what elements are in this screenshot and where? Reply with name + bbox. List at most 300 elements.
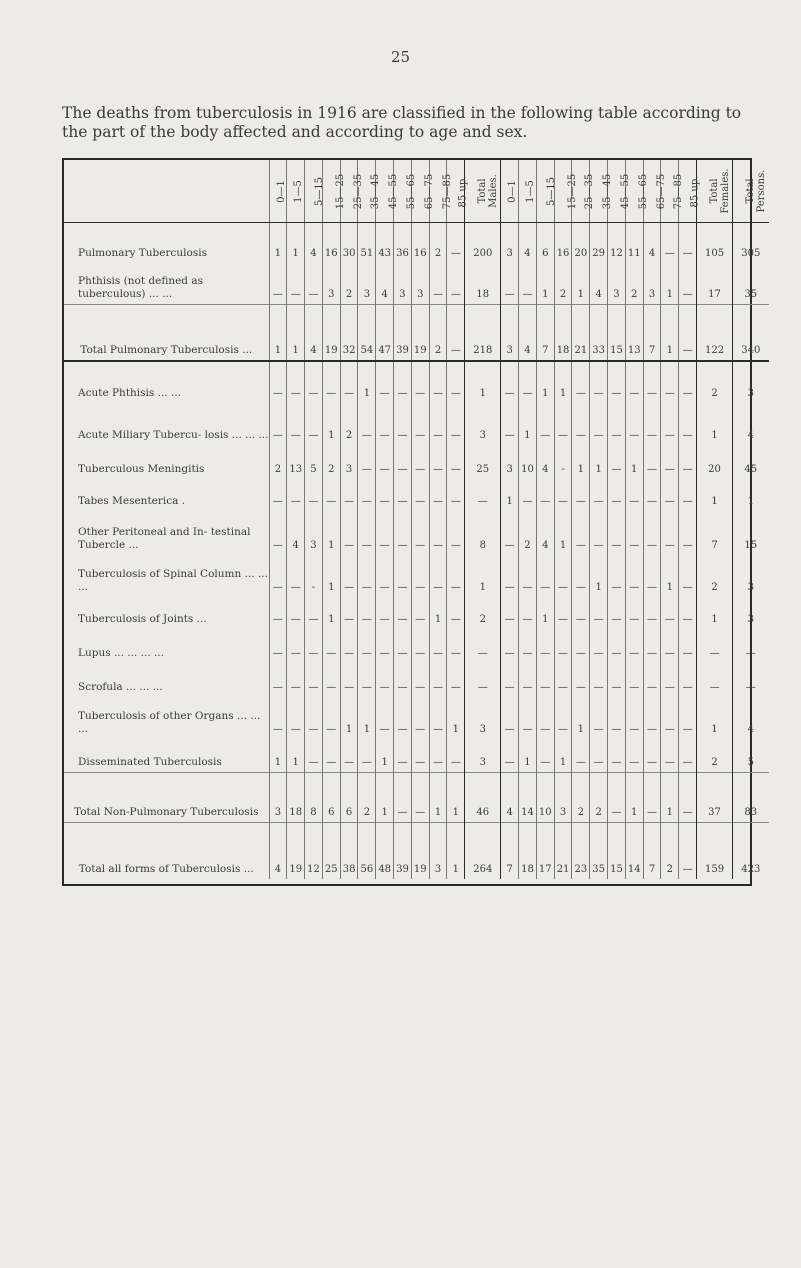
table-cell: 2 xyxy=(697,361,733,403)
table-row xyxy=(64,305,769,361)
table-cell: — xyxy=(679,403,697,445)
table-cell: 16 xyxy=(322,223,340,263)
table-cell: — xyxy=(679,663,697,697)
row-label: Phthisis (not defined as tuberculous) ... ... xyxy=(78,275,204,300)
table-cell: — xyxy=(394,773,412,823)
table-cell: — xyxy=(536,403,554,445)
row-label: Total Non-Pulmonary Tuberculosis xyxy=(64,773,269,823)
table-cell: — xyxy=(358,555,376,597)
table-cell: 3 xyxy=(733,555,769,597)
table-cell: — xyxy=(411,597,429,629)
table-cell: — xyxy=(643,555,661,597)
table-cell: — xyxy=(572,555,590,597)
table-cell: — xyxy=(590,629,608,663)
column-header xyxy=(697,160,733,223)
table-cell: — xyxy=(643,445,661,479)
table-row xyxy=(64,445,769,479)
table-cell: — xyxy=(519,597,537,629)
table-cell: — xyxy=(501,629,519,663)
table-cell: — xyxy=(411,739,429,773)
column-header-text: 15—25 xyxy=(566,173,578,209)
table-cell: 20 xyxy=(572,223,590,263)
table-cell: — xyxy=(287,479,305,511)
table-cell: 1 xyxy=(536,597,554,629)
table-cell: 3 xyxy=(305,511,323,555)
table-cell: 3 xyxy=(340,445,358,479)
table-cell: 7 xyxy=(536,305,554,361)
table-cell: — xyxy=(394,511,412,555)
tuberculosis-table xyxy=(62,158,768,886)
table-cell: 21 xyxy=(554,823,572,879)
table-cell: 1 xyxy=(340,697,358,739)
table-cell: — xyxy=(643,697,661,739)
table-cell: — xyxy=(625,597,643,629)
table-cell: — xyxy=(608,511,626,555)
column-header-text: 45—55 xyxy=(620,173,632,209)
table-cell: 8 xyxy=(465,511,501,555)
table-cell: 1 xyxy=(554,361,572,403)
table-cell: 1 xyxy=(536,263,554,305)
table-cell: — xyxy=(411,697,429,739)
table-cell: — xyxy=(679,773,697,823)
table-cell: 1 xyxy=(429,773,447,823)
table-cell: 35 xyxy=(590,823,608,879)
table-cell: - xyxy=(305,555,323,597)
column-header-text: 45—55 xyxy=(388,173,400,209)
table-cell: 1 xyxy=(661,305,679,361)
table-cell: 1 xyxy=(625,445,643,479)
page-number: 25 xyxy=(390,48,411,66)
table-cell: 423 xyxy=(733,823,769,879)
table-cell: — xyxy=(590,479,608,511)
table-cell: — xyxy=(625,555,643,597)
table-cell: — xyxy=(269,479,287,511)
table-cell: 30 xyxy=(340,223,358,263)
table-cell: 1 xyxy=(269,305,287,361)
table-cell: — xyxy=(679,629,697,663)
table-cell: 6 xyxy=(536,223,554,263)
table-cell: 1 xyxy=(554,739,572,773)
table-cell: — xyxy=(536,629,554,663)
row-label: Total all forms of Tuberculosis ... xyxy=(64,823,269,879)
table-cell: — xyxy=(625,629,643,663)
table-cell: — xyxy=(661,479,679,511)
table-cell: — xyxy=(429,629,447,663)
table-cell: 13 xyxy=(625,305,643,361)
table-cell: 2 xyxy=(269,445,287,479)
column-header xyxy=(305,160,326,223)
table-cell: 11 xyxy=(625,223,643,263)
table-cell: — xyxy=(554,697,572,739)
table-cell: 1 xyxy=(358,361,376,403)
column-header xyxy=(287,160,305,223)
table-cell: 3 xyxy=(465,403,501,445)
table-cell: 1 xyxy=(697,697,733,739)
table-cell: — xyxy=(376,629,394,663)
table-row xyxy=(64,223,769,263)
table-cell: — xyxy=(465,479,501,511)
table-cell: — xyxy=(429,361,447,403)
table-cell: — xyxy=(269,511,287,555)
table-cell: — xyxy=(447,479,465,511)
table-cell: — xyxy=(269,629,287,663)
table-cell: — xyxy=(376,403,394,445)
table-cell: — xyxy=(733,663,769,697)
table-cell: — xyxy=(340,511,358,555)
table-cell: 2 xyxy=(554,263,572,305)
table-cell: 39 xyxy=(394,305,412,361)
table-cell: 83 xyxy=(733,773,769,823)
table-cell: 2 xyxy=(322,445,340,479)
table-cell: 1 xyxy=(519,403,537,445)
table-cell: 2 xyxy=(429,305,447,361)
table-cell: 19 xyxy=(287,823,305,879)
table-cell: 105 xyxy=(697,223,733,263)
table-row xyxy=(64,361,769,403)
table-cell: — xyxy=(447,629,465,663)
column-header-text: 0—1 xyxy=(507,179,519,203)
table-cell: — xyxy=(536,739,554,773)
table-cell: — xyxy=(394,697,412,739)
table-cell: — xyxy=(590,511,608,555)
table-cell: — xyxy=(572,663,590,697)
table-cell: - xyxy=(554,445,572,479)
table-cell: 32 xyxy=(340,305,358,361)
table-cell: — xyxy=(411,479,429,511)
table-cell: — xyxy=(572,403,590,445)
table-cell: — xyxy=(411,403,429,445)
table-cell: — xyxy=(643,361,661,403)
table-cell: — xyxy=(465,663,501,697)
table-cell: 3 xyxy=(733,597,769,629)
column-header-text: 1—5 xyxy=(293,179,305,203)
table-cell: 3 xyxy=(465,697,501,739)
table-cell: 3 xyxy=(322,263,340,305)
table-cell: — xyxy=(305,629,323,663)
table-cell: — xyxy=(394,479,412,511)
table-cell: 1 xyxy=(536,361,554,403)
table-cell: 1 xyxy=(572,697,590,739)
table-cell: — xyxy=(661,511,679,555)
table-cell: — xyxy=(679,823,697,879)
table-cell: — xyxy=(536,555,554,597)
table-row xyxy=(64,629,769,663)
table-cell: — xyxy=(411,511,429,555)
table-cell: 18 xyxy=(287,773,305,823)
column-header-text: 55—65 xyxy=(638,173,650,209)
table-cell: 33 xyxy=(590,305,608,361)
table-cell: 47 xyxy=(376,305,394,361)
column-header-text: 1—5 xyxy=(524,179,536,203)
table-cell: — xyxy=(608,773,626,823)
table-cell: — xyxy=(322,663,340,697)
table-cell: — xyxy=(429,479,447,511)
table-cell: 12 xyxy=(608,223,626,263)
table-cell: — xyxy=(305,697,323,739)
table-cell: 14 xyxy=(625,823,643,879)
table-cell: — xyxy=(429,511,447,555)
column-header-text: 25—35 xyxy=(352,173,364,209)
table-cell: 4 xyxy=(305,305,323,361)
table-cell: — xyxy=(322,739,340,773)
table-cell: — xyxy=(358,739,376,773)
table-cell: — xyxy=(340,597,358,629)
column-header-text: 65—75 xyxy=(655,173,667,209)
table-cell: 4 xyxy=(536,511,554,555)
column-header-text: Total Males. xyxy=(477,174,500,208)
table-cell: 8 xyxy=(305,773,323,823)
table-cell: 4 xyxy=(590,263,608,305)
table-cell: — xyxy=(287,597,305,629)
table-cell: 4 xyxy=(643,223,661,263)
table-cell: — xyxy=(358,629,376,663)
table-cell: — xyxy=(661,697,679,739)
table-cell: 16 xyxy=(554,223,572,263)
table-cell: 1 xyxy=(322,597,340,629)
table-cell: 54 xyxy=(358,305,376,361)
table-cell: 3 xyxy=(465,739,501,773)
table-cell: — xyxy=(536,663,554,697)
table-cell: 122 xyxy=(697,305,733,361)
table-cell: — xyxy=(608,445,626,479)
table-cell: 4 xyxy=(287,511,305,555)
table-cell: — xyxy=(394,403,412,445)
table-cell: 15 xyxy=(733,511,769,555)
table-cell: — xyxy=(572,479,590,511)
table-cell: — xyxy=(305,479,323,511)
table-cell: 18 xyxy=(554,305,572,361)
table-cell: 3 xyxy=(554,773,572,823)
table-cell: 3 xyxy=(411,263,429,305)
table-cell: — xyxy=(643,597,661,629)
table-cell: 17 xyxy=(536,823,554,879)
table-cell: — xyxy=(269,361,287,403)
table-cell: 1 xyxy=(358,697,376,739)
table-cell: — xyxy=(625,403,643,445)
table-cell: — xyxy=(501,739,519,773)
table-cell: 23 xyxy=(572,823,590,879)
table-cell: — xyxy=(376,479,394,511)
table-cell: — xyxy=(625,663,643,697)
table-cell: — xyxy=(340,555,358,597)
table-cell: 1 xyxy=(697,403,733,445)
table-cell: — xyxy=(447,597,465,629)
table-cell: — xyxy=(394,597,412,629)
table-cell: 13 xyxy=(287,445,305,479)
table-cell: — xyxy=(625,511,643,555)
column-header-text: 15—25 xyxy=(335,173,347,209)
table-cell: 2 xyxy=(340,263,358,305)
table-cell: — xyxy=(429,445,447,479)
table-cell: — xyxy=(661,597,679,629)
table-cell: — xyxy=(554,629,572,663)
table-cell: — xyxy=(376,663,394,697)
row-label: Other Peritoneal and In- testinal Tubercle ... xyxy=(78,525,251,551)
table-cell: — xyxy=(287,361,305,403)
table-cell: — xyxy=(376,597,394,629)
table-cell: — xyxy=(572,597,590,629)
table-cell: — xyxy=(519,361,537,403)
table-cell: — xyxy=(447,445,465,479)
table-cell: — xyxy=(608,479,626,511)
table-cell: 4 xyxy=(376,263,394,305)
table-cell: 20 xyxy=(697,445,733,479)
table-cell: 37 xyxy=(697,773,733,823)
table-cell: — xyxy=(287,629,305,663)
table-cell: — xyxy=(679,479,697,511)
table-cell: — xyxy=(501,263,519,305)
table-cell: — xyxy=(394,739,412,773)
table-cell: — xyxy=(358,479,376,511)
column-header-text: 5—15 xyxy=(314,176,326,206)
table-cell: — xyxy=(287,697,305,739)
column-header xyxy=(465,160,501,223)
table-cell: 6 xyxy=(322,773,340,823)
table-row xyxy=(64,597,769,629)
table-cell: 1 xyxy=(465,555,501,597)
table-cell: — xyxy=(269,597,287,629)
table-cell: 1 xyxy=(269,223,287,263)
table-cell: — xyxy=(501,697,519,739)
table-cell: — xyxy=(340,663,358,697)
column-header xyxy=(501,160,519,223)
table-cell: 1 xyxy=(447,697,465,739)
table-cell: 1 xyxy=(697,479,733,511)
table-cell: — xyxy=(661,663,679,697)
table-cell: — xyxy=(679,445,697,479)
table-cell: — xyxy=(608,597,626,629)
table-cell: 25 xyxy=(322,823,340,879)
table-cell: — xyxy=(554,403,572,445)
table-cell: — xyxy=(572,629,590,663)
table-cell: 1 xyxy=(590,445,608,479)
row-label: Tuberculosis of Spinal Column ... ... ... xyxy=(78,567,268,593)
row-label: Tuberculous Meningitis xyxy=(78,462,205,475)
table-cell: 1 xyxy=(697,597,733,629)
table-cell: — xyxy=(429,263,447,305)
table-cell: — xyxy=(411,629,429,663)
table-cell: — xyxy=(340,479,358,511)
table-cell: 46 xyxy=(465,773,501,823)
table-cell: 200 xyxy=(465,223,501,263)
table-cell: — xyxy=(447,223,465,263)
table-cell: — xyxy=(608,403,626,445)
column-header xyxy=(519,160,537,223)
table-cell: — xyxy=(679,697,697,739)
table-cell: 3 xyxy=(269,773,287,823)
table-cell: — xyxy=(447,511,465,555)
table-cell: — xyxy=(536,479,554,511)
table-cell: 4 xyxy=(305,223,323,263)
table-cell: — xyxy=(590,403,608,445)
table-cell: 39 xyxy=(394,823,412,879)
table-cell: — xyxy=(679,555,697,597)
table-cell: — xyxy=(590,597,608,629)
table-cell: — xyxy=(519,629,537,663)
header-blank xyxy=(64,160,269,223)
table-cell: 2 xyxy=(358,773,376,823)
table-cell: 3 xyxy=(358,263,376,305)
table-cell: 10 xyxy=(519,445,537,479)
column-header-text: Total Persons. xyxy=(745,169,768,213)
table-cell: 4 xyxy=(536,445,554,479)
table-cell: — xyxy=(429,403,447,445)
table-cell: — xyxy=(411,445,429,479)
table-row xyxy=(64,555,769,597)
row-label: Acute Miliary Tubercu- losis ... ... ... xyxy=(78,428,269,441)
table-cell: 3 xyxy=(394,263,412,305)
column-header-text: 25—35 xyxy=(584,173,596,209)
column-header-text: 75—85 xyxy=(673,173,685,209)
table-cell: 2 xyxy=(590,773,608,823)
table-cell: 7 xyxy=(643,305,661,361)
table-cell: — xyxy=(661,403,679,445)
table-cell: 19 xyxy=(411,823,429,879)
table-cell: 1 xyxy=(501,479,519,511)
table-cell: 14 xyxy=(519,773,537,823)
table-cell: 2 xyxy=(429,223,447,263)
table-cell: — xyxy=(501,511,519,555)
table-cell: 1 xyxy=(590,555,608,597)
table-cell: — xyxy=(697,629,733,663)
column-header-text: 85 up. xyxy=(457,175,469,207)
table-cell: — xyxy=(305,263,323,305)
column-header-text: 35—45 xyxy=(602,173,614,209)
table-cell: 17 xyxy=(697,263,733,305)
table-cell: — xyxy=(679,263,697,305)
column-header-text: 75—85 xyxy=(441,173,453,209)
table-cell: 16 xyxy=(411,223,429,263)
table-cell: 1 xyxy=(554,511,572,555)
table-cell: 1 xyxy=(661,555,679,597)
table-row xyxy=(64,479,769,511)
table-row xyxy=(64,263,769,305)
table-cell: 1 xyxy=(572,263,590,305)
column-header xyxy=(536,160,557,223)
column-header-text: 55—65 xyxy=(406,173,418,209)
table-cell: 1 xyxy=(465,361,501,403)
column-header-text: 0—1 xyxy=(275,179,287,203)
table-cell: — xyxy=(305,361,323,403)
table-cell: — xyxy=(501,663,519,697)
table-cell: — xyxy=(394,663,412,697)
table-cell: 2 xyxy=(519,511,537,555)
table-cell: 1 xyxy=(287,305,305,361)
row-label: Disseminated Tuberculosis xyxy=(78,756,222,768)
table-cell: 1 xyxy=(447,823,465,879)
table-cell: — xyxy=(661,223,679,263)
table-cell: — xyxy=(679,223,697,263)
column-header-text: 35—45 xyxy=(370,173,382,209)
table-cell: — xyxy=(661,739,679,773)
row-label: Lupus ... ... ... ... xyxy=(78,646,165,659)
table-row xyxy=(64,697,769,739)
table-cell: 2 xyxy=(697,555,733,597)
table-cell: — xyxy=(411,663,429,697)
table-cell: 1 xyxy=(661,263,679,305)
table-cell: — xyxy=(376,361,394,403)
table-cell: — xyxy=(501,555,519,597)
table-cell: 1 xyxy=(322,555,340,597)
table-cell: 4 xyxy=(519,223,537,263)
row-label: Tuberculosis of Joints ... xyxy=(78,612,207,625)
table-cell: — xyxy=(661,629,679,663)
table-row xyxy=(64,663,769,697)
table-row xyxy=(64,511,769,555)
table-cell: 3 xyxy=(733,361,769,403)
table-cell: 1 xyxy=(269,739,287,773)
table-cell: 3 xyxy=(643,263,661,305)
